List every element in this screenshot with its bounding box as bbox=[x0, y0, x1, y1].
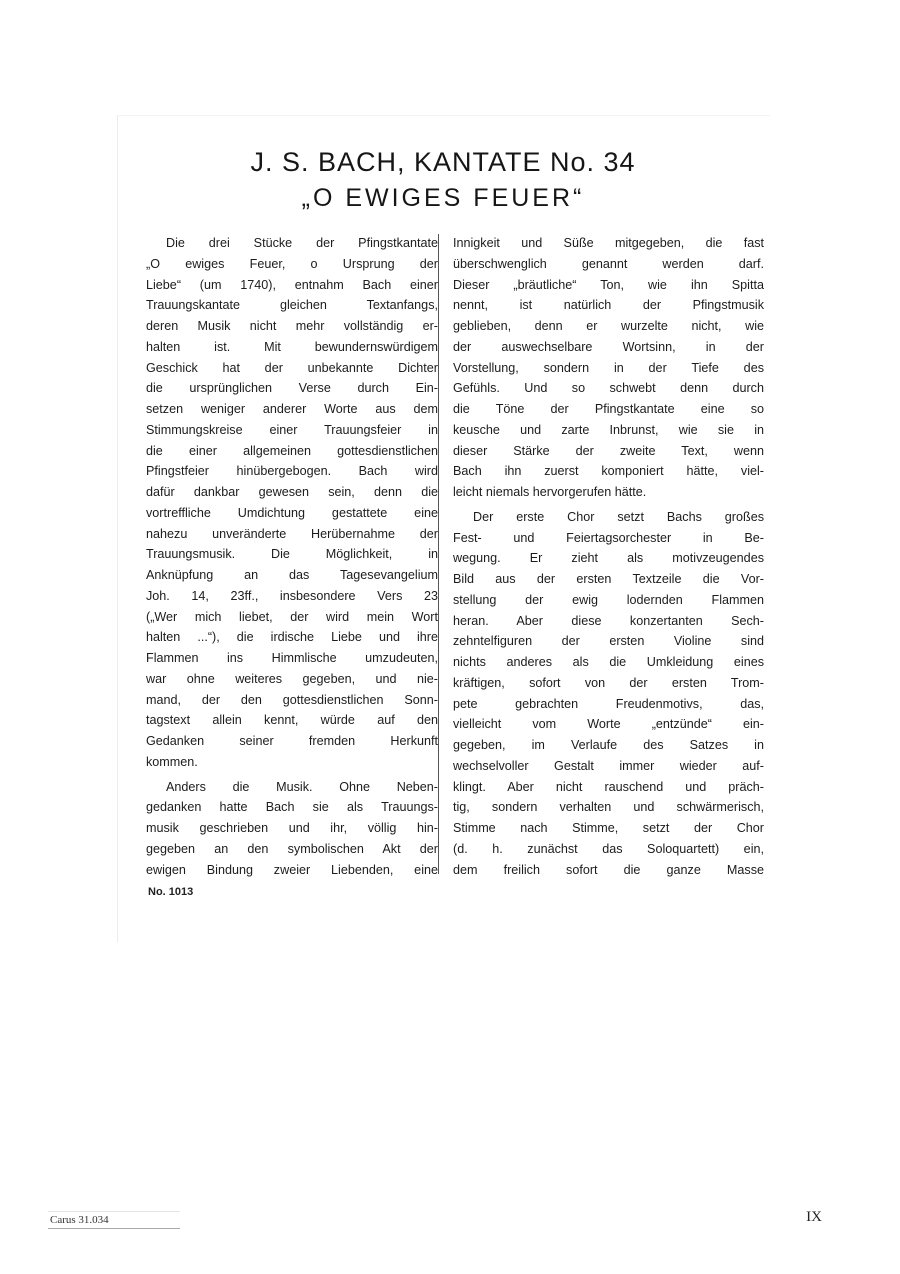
text-line: (d. h. zunächst das Soloquartett) ein, bbox=[453, 841, 764, 856]
text-line: die ursprünglichen Verse durch Ein- bbox=[146, 381, 438, 396]
text-line: Liebe“ (um 1740), entnahm Bach einer bbox=[146, 277, 438, 292]
text-line: die einer allgemeinen gottesdienstlichen bbox=[146, 443, 438, 458]
text-line: nennt, ist natürlich der Pfingstmusik bbox=[453, 298, 764, 313]
text-line: Bach ihn zuerst komponiert hätte, viel- bbox=[453, 464, 764, 479]
text-line: pete gebrachten Freudenmotivs, das, bbox=[453, 696, 764, 711]
text-line: Anders die Musik. Ohne Neben- bbox=[166, 779, 438, 794]
text-line: Joh. 14, 23ff., insbesondere Vers 23 bbox=[146, 588, 438, 603]
text-line: wegung. Er zieht als motivzeugendes bbox=[453, 551, 764, 566]
text-line: dafür dankbar gewesen sein, denn die bbox=[146, 485, 438, 499]
text-line: leicht niemals hervorgerufen hätte. bbox=[453, 485, 647, 499]
text-line: Stimme nach Stimme, setzt der Chor bbox=[453, 821, 764, 835]
text-line: klingt. Aber nicht rauschend und präch- bbox=[453, 779, 764, 794]
text-line: war ohne weiteres gegeben, und nie- bbox=[146, 671, 438, 686]
text-line: vortreffliche Umdichtung gestattete eine bbox=[146, 505, 438, 520]
text-line: nichts anderes als die Umkleidung eines bbox=[453, 655, 764, 669]
text-line: deren Musik nicht mehr vollständig er- bbox=[146, 319, 438, 333]
text-line: dem freilich sofort die ganze Masse bbox=[453, 862, 764, 877]
text-line: stellung der ewig lodernden Flammen bbox=[453, 592, 764, 607]
text-line: tagstext allein kennt, würde auf den bbox=[146, 713, 438, 728]
column-divider bbox=[438, 234, 439, 874]
text-line: Geschick hat der unbekannte Dichter bbox=[146, 360, 438, 375]
catalog-number: No. 1013 bbox=[148, 886, 194, 898]
text-line: keusche und zarte Inbrunst, wie sie in bbox=[453, 422, 764, 437]
text-line: Pfingstfeier hinübergebogen. Bach wird bbox=[146, 464, 438, 479]
right-text-column bbox=[453, 233, 764, 880]
text-line: Der erste Chor setzt Bachs großes bbox=[473, 509, 764, 524]
publisher-code: Carus 31.034 bbox=[48, 1211, 180, 1229]
text-line: tig, sondern verhalten und schwärmerisch, bbox=[453, 800, 764, 815]
text-line: Bild aus der ersten Textzeile die Vor- bbox=[453, 572, 764, 586]
text-line: der auswechselbare Wortsinn, in der bbox=[453, 339, 764, 354]
page-title: J. S. BACH, KANTATE No. 34 bbox=[250, 147, 636, 177]
text-line: kommen. bbox=[146, 754, 198, 769]
text-line: ewigen Bindung zweier Liebenden, eine bbox=[146, 862, 438, 877]
text-line: halten ...“), die irdische Liebe und ihre bbox=[146, 630, 438, 645]
text-line: Dieser „bräutliche“ Ton, wie ihn Spitta bbox=[453, 277, 764, 292]
text-line: Die drei Stücke der Pfingstkantate bbox=[166, 236, 438, 250]
text-line: Trauungskantate gleichen Textanfangs, bbox=[146, 298, 438, 313]
text-line: nahezu unveränderte Herübernahme der bbox=[146, 526, 438, 541]
text-line: Vorstellung, sondern in der Tiefe des bbox=[453, 360, 764, 375]
text-line: Flammen ins Himmlische umzudeuten, bbox=[146, 651, 438, 665]
text-line: Anknüpfung an das Tagesevangelium bbox=[146, 568, 438, 582]
text-line: „O ewiges Feuer, o Ursprung der bbox=[146, 256, 438, 271]
text-line: Trauungsmusik. Die Möglichkeit, in bbox=[146, 547, 438, 562]
text-line: Innigkeit und Süße mitgegeben, die fast bbox=[453, 236, 764, 250]
text-line: Gedanken seiner fremden Herkunft bbox=[146, 734, 438, 748]
text-line: gedanken hatte Bach sie als Trauungs- bbox=[146, 800, 438, 815]
text-line: kräftigen, sofort von der ersten Trom- bbox=[453, 675, 764, 690]
text-line: heran. Aber diese konzertanten Sech- bbox=[453, 613, 764, 628]
left-text-column bbox=[146, 233, 438, 880]
text-line: zehntelfiguren der ersten Violine sind bbox=[453, 634, 764, 649]
text-line: vielleicht vom Worte „entzünde“ ein- bbox=[453, 717, 764, 732]
text-line: setzen weniger anderer Worte aus dem bbox=[146, 402, 438, 416]
page-number: IX bbox=[806, 1209, 822, 1225]
text-line: geblieben, denn er wurzelte nicht, wie bbox=[453, 319, 764, 333]
text-line: musik geschrieben und ihr, völlig hin- bbox=[146, 821, 438, 835]
text-line: die Töne der Pfingstkantate eine so bbox=[453, 402, 764, 416]
page-subtitle: „O EWIGES FEUER“ bbox=[301, 184, 585, 212]
text-line: gegeben, im Verlaufe des Satzes in bbox=[453, 738, 764, 752]
text-line: mand, der den gottesdienstlichen Sonn- bbox=[146, 692, 438, 707]
text-line: Gefühls. Und so schwebt denn durch bbox=[453, 381, 764, 396]
text-line: gegeben an den symbolischen Akt der bbox=[146, 841, 438, 856]
text-line: dieser Stärke der zweite Text, wenn bbox=[453, 443, 764, 458]
text-line: Fest- und Feiertagsorchester in Be- bbox=[453, 530, 764, 545]
text-line: („Wer mich liebet, der wird mein Wort bbox=[146, 609, 438, 624]
text-line: halten ist. Mit bewundernswürdigem bbox=[146, 339, 438, 354]
text-line: wechselvoller Gestalt immer wieder auf- bbox=[453, 758, 764, 773]
text-line: überschwenglich genannt werden darf. bbox=[453, 256, 764, 271]
text-line: Stimmungskreise einer Trauungsfeier in bbox=[146, 422, 438, 437]
